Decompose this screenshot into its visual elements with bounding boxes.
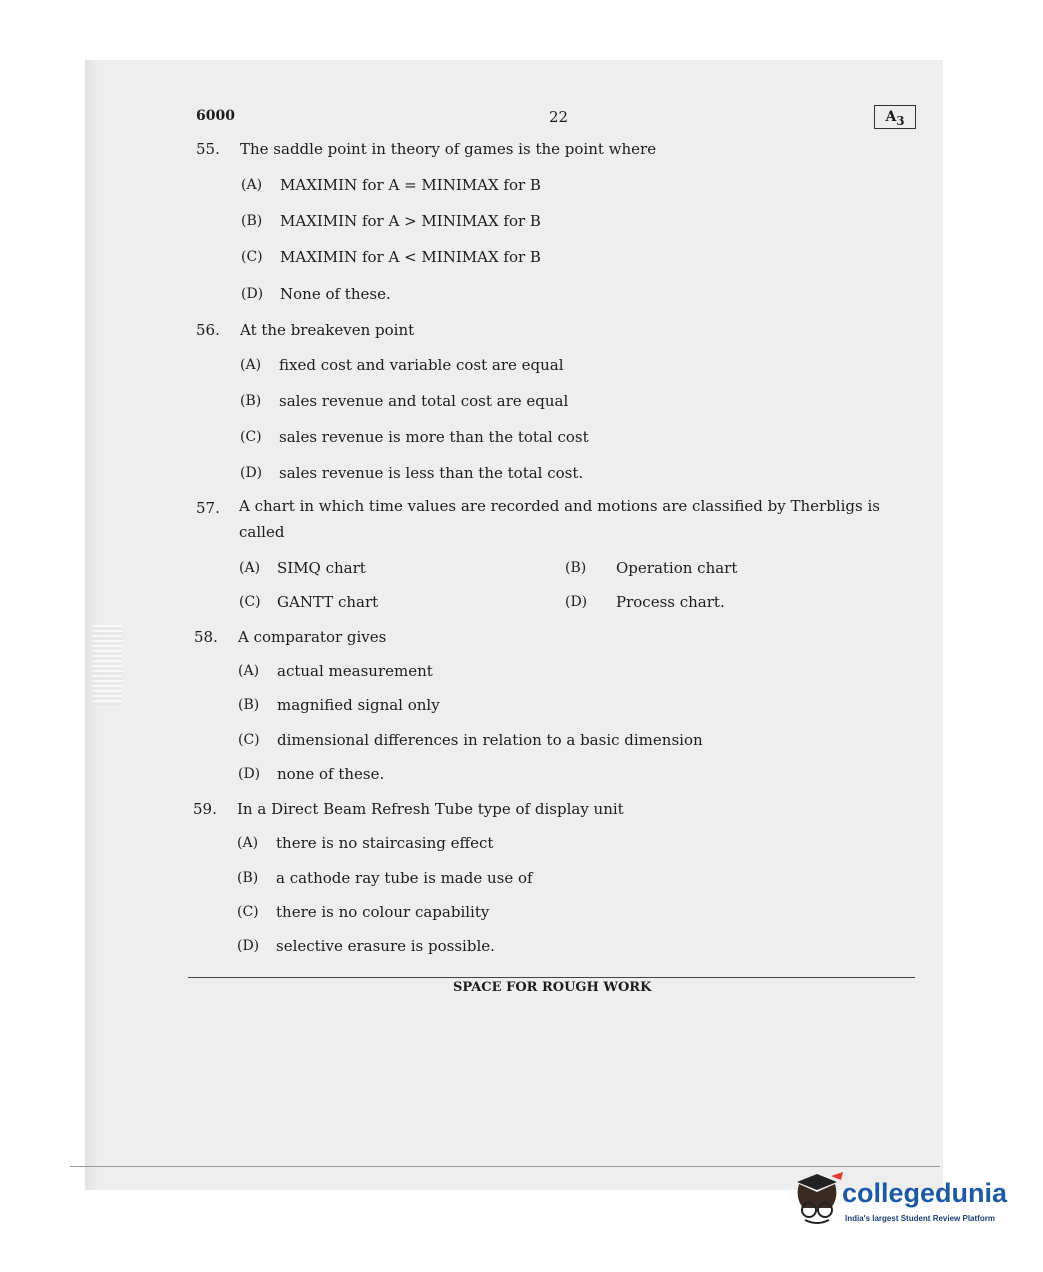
option-label: (A) — [238, 663, 260, 679]
option-label: (B) — [240, 393, 262, 409]
option-text: fixed cost and variable cost are equal — [279, 356, 564, 374]
option-text: actual measurement — [277, 662, 433, 680]
page-bottom-edge — [70, 1166, 940, 1167]
option-label: (C) — [238, 732, 260, 748]
option-text: sales revenue is more than the total cost — [279, 428, 589, 446]
option-text: Process chart. — [616, 593, 725, 611]
option-label: (A) — [239, 560, 261, 576]
graduate-mascot-icon — [787, 1168, 847, 1228]
question-text: At the breakeven point — [240, 321, 415, 339]
option-label: (A) — [237, 835, 259, 851]
question-number: 59. — [193, 800, 217, 818]
option-text: there is no staircasing effect — [276, 834, 494, 852]
option-text: MAXIMIN for A < MINIMAX for B — [280, 248, 541, 266]
page-number: 22 — [549, 108, 569, 126]
option-text: MAXIMIN for A > MINIMAX for B — [280, 212, 541, 230]
option-label: (D) — [241, 286, 264, 302]
option-label: (C) — [237, 904, 259, 920]
booklet-series-sub: 3 — [896, 113, 905, 128]
rough-work-divider — [188, 977, 915, 978]
option-text: none of these. — [277, 765, 385, 783]
option-text: there is no colour capability — [276, 903, 490, 921]
option-text: MAXIMIN for A = MINIMAX for B — [280, 176, 541, 194]
question-text: In a Direct Beam Refresh Tube type of display unit — [237, 800, 624, 818]
question-text: A chart in which time values are recorded and motions are classified by Therbligs is called — [239, 497, 880, 541]
brand-name: collegedunia — [842, 1178, 1008, 1208]
paper-fold-mark — [92, 625, 122, 705]
option-text: sales revenue is less than the total cost. — [279, 464, 584, 482]
option-label: (D) — [240, 465, 263, 481]
rough-work-label: SPACE FOR ROUGH WORK — [453, 980, 652, 995]
question-text: The saddle point in theory of games is the point where — [240, 140, 657, 158]
option-text: dimensional differences in relation to a basic dimension — [277, 731, 703, 749]
option-label: (D) — [237, 938, 260, 954]
option-text: magnified signal only — [277, 696, 440, 714]
option-text: a cathode ray tube is made use of — [276, 869, 533, 887]
question-text: A comparator gives — [238, 628, 387, 646]
option-label: (D) — [238, 766, 261, 782]
option-label: (B) — [238, 697, 260, 713]
booklet-series: A — [885, 109, 897, 125]
option-text: SIMQ chart — [277, 559, 366, 577]
paper-code: 6000 — [196, 108, 235, 124]
option-label: (C) — [240, 429, 262, 445]
option-label: (D) — [565, 594, 588, 610]
option-text: None of these. — [280, 285, 391, 303]
brand-tagline: India's largest Student Review Platform — [845, 1214, 995, 1223]
option-text: sales revenue and total cost are equal — [279, 392, 569, 410]
option-text: GANTT chart — [277, 593, 379, 611]
option-label: (B) — [565, 560, 587, 576]
collegedunia-watermark[interactable] — [787, 1168, 1017, 1228]
question-number: 58. — [194, 628, 218, 646]
option-label: (A) — [241, 177, 263, 193]
booklet-series-box — [874, 105, 916, 129]
option-label: (B) — [241, 213, 263, 229]
option-label: (C) — [239, 594, 261, 610]
question-number: 55. — [196, 140, 220, 158]
option-text: selective erasure is possible. — [276, 937, 495, 955]
option-label: (A) — [240, 357, 262, 373]
option-text: Operation chart — [616, 559, 738, 577]
question-number: 56. — [196, 321, 220, 339]
option-label: (C) — [241, 249, 263, 265]
question-number: 57. — [196, 499, 220, 517]
option-label: (B) — [237, 870, 259, 886]
